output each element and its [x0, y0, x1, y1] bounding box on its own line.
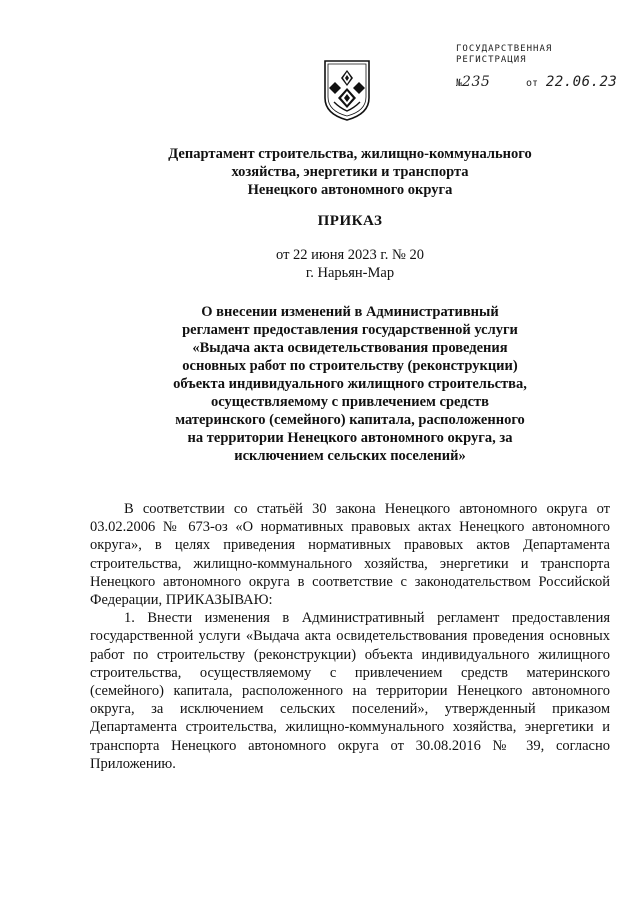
body-paragraph-item-1: 1. Внести изменения в Административный регламент предоставления государственной услуги «Выдача акта освидетельствования проведения основных работ по строительству (реконструкции) объекта индивидуального жилищного строительства, осуществляемому с привлечением средств материнского (семейного) капитала, расположенного на территории Ненецкого автономного округа, за исключением сельских поселений», утвержденный приказом Департамента строительства, жилищно-коммунального хозяйства, энергетики и транспорта Ненецкого автономного округа от 30.08.2016 № 39, согласно Приложению. — [90, 610, 610, 772]
body-paragraph-preamble: В соответствии со статьёй 30 закона Ненецкого автономного округа от 03.02.2006 № 673-оз «О нормативных правовых актах Ненецкого автономного округа», в целях приведения нормативных правовых актов Департамента строительства, жилищно-коммунального хозяйства, энергетики и транспорта Ненецкого автономного округа в соответствие с законодательством Российской Федерации, ПРИКАЗЫВАЮ: — [90, 501, 610, 609]
registration-stamp — [456, 44, 626, 106]
stamp-date-prefix: от — [526, 78, 539, 89]
document-place: г. Нарьян-Мар — [305, 265, 395, 281]
stamp-number — [456, 74, 490, 90]
title-line: осуществляемому с привлечением средств — [210, 394, 490, 410]
document-body — [90, 500, 610, 773]
stamp-subheading: РЕГИСТРАЦИЯ — [456, 55, 527, 65]
title-line: исключением сельских поселений» — [234, 448, 466, 464]
stamp-date — [526, 74, 617, 90]
title-line: основных работ по строительству (реконструкции) — [182, 358, 518, 374]
nenets-coat-of-arms-icon — [322, 58, 372, 122]
stamp-heading: ГОСУДАРСТВЕННАЯ — [456, 44, 553, 54]
document-type: ПРИКАЗ — [317, 213, 383, 229]
title-line: О внесении изменений в Административный — [201, 304, 499, 320]
document-date: от 22 июня 2023 г. № 20 — [276, 247, 424, 263]
title-line: регламент предоставления государственной услуги — [182, 322, 518, 338]
title-line: на территории Ненецкого автономного округа, за — [187, 430, 513, 446]
stamp-date-value: 22.06.23 — [545, 74, 618, 90]
department-line: Ненецкого автономного округа — [247, 182, 453, 198]
title-line: «Выдача акта освидетельствования проведения — [192, 340, 508, 356]
document-date-block — [80, 246, 620, 282]
department-line: хозяйства, энергетики и транспорта — [231, 164, 469, 180]
title-line: материнского (семейного) капитала, расположенного — [175, 412, 525, 428]
stamp-number-value: 235 — [462, 74, 491, 90]
title-line: объекта индивидуального жилищного строительства, — [173, 376, 527, 392]
department-heading — [80, 145, 620, 199]
stamp-number-prefix: № — [456, 78, 463, 89]
department-line: Департамент строительства, жилищно-коммунального — [168, 146, 532, 162]
document-title — [80, 303, 620, 465]
